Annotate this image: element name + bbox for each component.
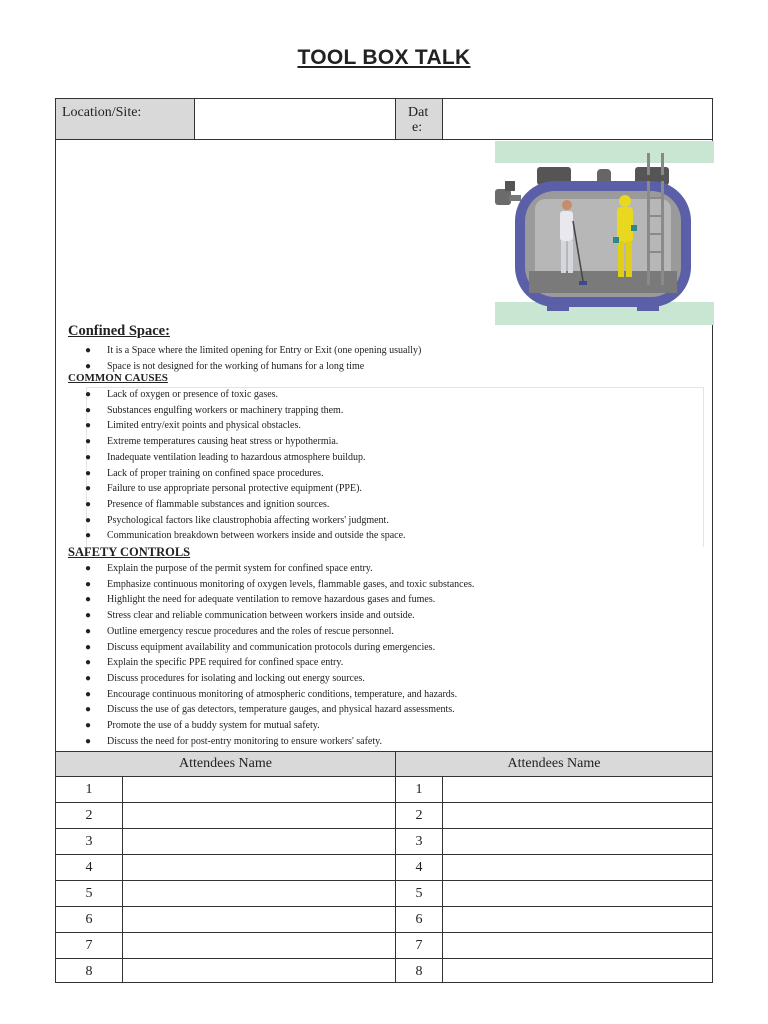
confined-space-list (56, 343, 421, 374)
toolbox-form (55, 98, 713, 983)
date-label-line2: e: (412, 120, 423, 135)
attendee-name-field-right[interactable] (443, 855, 712, 881)
list-item: ● Discuss procedures for isolating and locking out energy sources. (85, 672, 365, 684)
location-field[interactable] (195, 99, 396, 139)
row-number-left: 2 (85, 808, 93, 823)
attendee-name-field-left[interactable] (123, 881, 395, 907)
list-item: ● Discuss the need for post-entry monitoring to ensure workers' safety. (85, 735, 382, 747)
table-row (56, 881, 712, 907)
common-causes-heading: COMMON CAUSES (68, 372, 168, 384)
common-causes-list (56, 387, 406, 544)
table-row (56, 907, 712, 933)
attendee-name-field-left[interactable] (123, 907, 395, 933)
table-row (56, 959, 712, 983)
confined-space-tank-workers-illustration-icon (495, 141, 714, 325)
row-number-right: 2 (415, 808, 423, 823)
list-item: ● Extreme temperatures causing heat stress or hypothermia. (85, 436, 339, 448)
row-number-right: 8 (415, 964, 423, 979)
attendees-rows (56, 777, 712, 983)
list-item: ● Inadequate ventilation leading to hazardous atmosphere buildup. (85, 451, 366, 463)
row-number-right: 3 (415, 834, 423, 849)
row-number-right: 4 (415, 860, 423, 875)
safety-controls-list (56, 561, 474, 749)
attendee-name-field-right[interactable] (443, 959, 712, 985)
list-item: ● Stress clear and reliable communication between workers inside and outside. (85, 610, 415, 622)
confined-space-heading: Confined Space: (68, 323, 170, 339)
row-number-right: 6 (415, 912, 423, 927)
list-item: ● Space is not designed for the working of humans for a long time (85, 360, 365, 372)
date-label (396, 99, 443, 139)
attendee-name-field-left[interactable] (123, 933, 395, 959)
list-item: ● Encourage continuous monitoring of atmospheric conditions, temperature, and hazards. (85, 688, 458, 700)
list-item: ● Discuss equipment availability and communication protocols during emergencies. (85, 641, 436, 653)
row-number-left: 7 (85, 938, 93, 953)
row-number-left: 5 (85, 886, 93, 901)
attendee-name-field-right[interactable] (443, 777, 712, 803)
row-number-right: 1 (415, 782, 423, 797)
attendee-name-field-right[interactable] (443, 881, 712, 907)
date-label-line1: Dat (408, 105, 429, 120)
list-item: ● Substances engulfing workers or machinery trapping them. (85, 404, 344, 416)
table-row (56, 777, 712, 803)
list-item: ● Lack of proper training on confined space procedures. (85, 467, 324, 479)
list-item: ● Presence of flammable substances and ignition sources. (85, 498, 330, 510)
table-row (56, 829, 712, 855)
list-item: ● Outline emergency rescue procedures and the roles of rescue personnel. (85, 625, 394, 637)
attendee-name-field-left[interactable] (123, 855, 395, 881)
list-item: ● Discuss the use of gas detectors, temperature gauges, and physical hazard assessments. (85, 704, 455, 716)
row-number-left: 6 (85, 912, 93, 927)
header-row (56, 99, 712, 140)
table-row (56, 855, 712, 881)
date-field[interactable] (443, 99, 712, 139)
list-item: ● Psychological factors like claustrophobia affecting workers' judgment. (85, 514, 389, 526)
attendee-name-field-left[interactable] (123, 803, 395, 829)
row-number-left: 8 (85, 964, 93, 979)
list-item: ● Promote the use of a buddy system for mutual safety. (85, 720, 320, 732)
attendee-name-field-right[interactable] (443, 907, 712, 933)
row-number-left: 4 (85, 860, 93, 875)
attendee-name-field-left[interactable] (123, 829, 395, 855)
attendee-name-field-right[interactable] (443, 829, 712, 855)
location-label: Location/Site: (56, 99, 195, 139)
row-number-left: 3 (85, 834, 93, 849)
table-row (56, 803, 712, 829)
list-item: ● It is a Space where the limited opening for Entry or Exit (one opening usually) (85, 345, 422, 356)
document-title: TOOL BOX TALK (297, 46, 471, 69)
list-item: ● Limited entry/exit points and physical obstacles. (85, 420, 301, 432)
attendee-name-field-right[interactable] (443, 933, 712, 959)
attendee-name-field-left[interactable] (123, 959, 395, 985)
attendees-header-left: Attendees Name (56, 751, 396, 777)
attendees-header-right: Attendees Name (396, 751, 712, 777)
row-number-right: 7 (415, 938, 423, 953)
list-item: ● Highlight the need for adequate ventilation to remove hazardous gases and fumes. (85, 594, 436, 606)
list-item: ● Communication breakdown between workers inside and outside the space. (85, 530, 406, 542)
row-number-right: 5 (415, 886, 423, 901)
list-item: ● Explain the specific PPE required for confined space entry. (85, 657, 344, 669)
table-row (56, 933, 712, 959)
row-number-left: 1 (85, 782, 93, 797)
list-item: ● Lack of oxygen or presence of toxic gases. (85, 389, 279, 400)
talk-content (56, 139, 712, 751)
list-item: ● Failure to use appropriate personal protective equipment (PPE). (85, 483, 362, 495)
list-item: ● Emphasize continuous monitoring of oxygen levels, flammable gases, and toxic substances. (85, 578, 475, 590)
attendee-name-field-right[interactable] (443, 803, 712, 829)
attendee-name-field-left[interactable] (123, 777, 395, 803)
list-item: ● Explain the purpose of the permit system for confined space entry. (85, 563, 373, 574)
safety-controls-heading: SAFETY CONTROLS (68, 545, 191, 559)
